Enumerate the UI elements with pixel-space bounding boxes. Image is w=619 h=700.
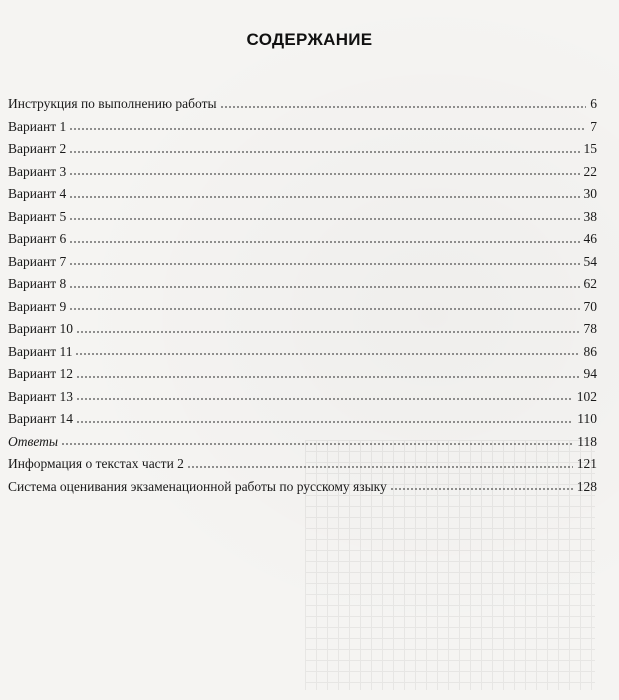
toc-entry-label: Вариант 12 <box>8 366 73 381</box>
toc-entry-page: 121 <box>576 456 597 471</box>
toc-entry-label: Система оценивания экзаменационной работы по русскому языку <box>8 478 387 494</box>
table-of-contents <box>8 93 597 498</box>
toc-entry-label: Вариант 8 <box>8 276 67 291</box>
toc-leader-dots <box>69 218 579 220</box>
toc-entry-label: Вариант 7 <box>8 253 67 269</box>
toc-entry <box>8 251 597 274</box>
toc-leader-dots <box>69 173 579 175</box>
toc-leader-dots <box>69 128 586 130</box>
toc-entry-label: Вариант 9 <box>8 298 67 314</box>
toc-leader-dots <box>61 443 573 445</box>
toc-entry <box>8 228 597 251</box>
toc-entry-page: 46 <box>583 231 597 246</box>
toc-entry <box>8 273 597 296</box>
toc-entry-page: 54 <box>583 253 597 269</box>
toc-entry <box>8 116 597 139</box>
toc-entry-page: 94 <box>583 366 597 381</box>
toc-entry-label: Информация о текстах части 2 <box>8 456 184 471</box>
toc-leader-dots <box>69 308 579 310</box>
toc-entry-label: Вариант 3 <box>8 163 67 179</box>
toc-entry-page: 15 <box>583 141 597 156</box>
toc-entry-page: 38 <box>583 208 597 224</box>
toc-entry <box>8 318 597 341</box>
toc-entry <box>8 386 597 409</box>
toc-entry-page: 30 <box>583 186 597 201</box>
toc-entry <box>8 93 597 116</box>
toc-entry-label: Ответы <box>8 433 59 449</box>
toc-entry <box>8 408 597 431</box>
toc-leader-dots <box>69 263 579 265</box>
toc-leader-dots <box>187 466 573 468</box>
toc-leader-dots <box>69 196 579 198</box>
toc-entry-page: 6 <box>590 96 597 111</box>
toc-entry-label: Вариант 5 <box>8 208 67 224</box>
toc-leader-dots <box>76 331 580 333</box>
toc-entry-page: 70 <box>583 298 597 314</box>
toc-entry-page: 102 <box>576 388 597 404</box>
toc-entry-label: Вариант 4 <box>8 186 67 201</box>
toc-entry-page: 86 <box>583 343 597 359</box>
toc-entry-page: 110 <box>577 411 597 426</box>
toc-entry <box>8 183 597 206</box>
toc-entry <box>8 363 597 386</box>
toc-entry <box>8 161 597 184</box>
toc-entry <box>8 296 597 319</box>
toc-entry-page: 62 <box>583 276 597 291</box>
toc-entry-label: Вариант 10 <box>8 321 73 336</box>
toc-entry-page: 22 <box>583 163 597 179</box>
toc-leader-dots <box>75 353 579 355</box>
toc-leader-dots <box>220 106 587 108</box>
toc-entry-page: 118 <box>577 433 597 449</box>
toc-leader-dots <box>76 398 573 400</box>
toc-leader-dots <box>69 151 579 153</box>
toc-entry-label: Вариант 13 <box>8 388 73 404</box>
toc-leader-dots <box>69 241 579 243</box>
toc-entry-label: Вариант 1 <box>8 118 67 134</box>
toc-entry-label: Вариант 14 <box>8 411 73 426</box>
toc-leader-dots <box>390 488 573 490</box>
toc-entry <box>8 431 597 454</box>
toc-entry <box>8 476 597 499</box>
toc-entry-page: 78 <box>583 321 597 336</box>
toc-entry <box>8 341 597 364</box>
toc-entry-page: 128 <box>576 478 597 494</box>
toc-entry <box>8 138 597 161</box>
toc-leader-dots <box>76 376 580 378</box>
toc-entry-label: Вариант 2 <box>8 141 67 156</box>
toc-entry <box>8 206 597 229</box>
toc-entry <box>8 453 597 476</box>
toc-entry-label: Вариант 6 <box>8 231 67 246</box>
toc-leader-dots <box>69 286 579 288</box>
page-title: СОДЕРЖАНИЕ <box>246 30 373 49</box>
toc-entry-label: Инструкция по выполнению работы <box>8 96 217 111</box>
toc-entry-label: Вариант 11 <box>8 343 73 359</box>
toc-leader-dots <box>76 421 573 423</box>
toc-entry-page: 7 <box>590 118 597 134</box>
